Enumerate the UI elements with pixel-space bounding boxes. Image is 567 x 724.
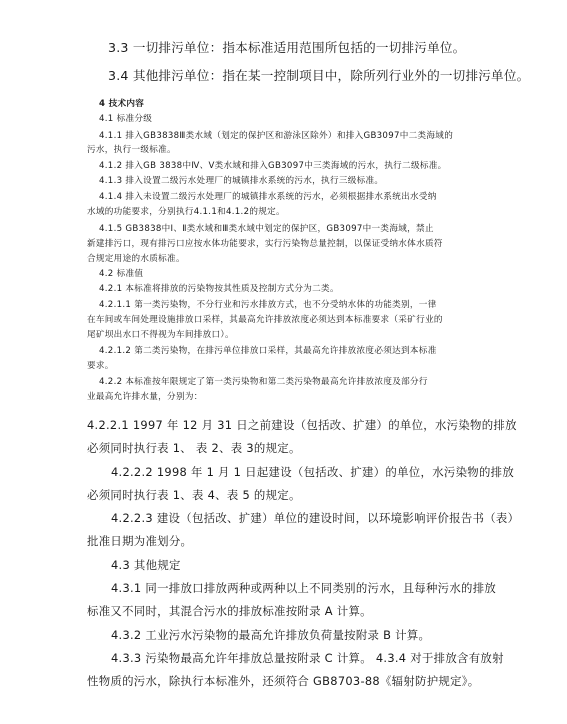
- clause-4-2-1-1-line2: 在车间或车间处理设施排放口采样，其最高允许排放浓度必须达到本标准要求（采矿行业的: [87, 315, 443, 325]
- clause-4-3-3-line2: 性物质的污水，除执行本标准外，还须符合 GB8703-88《辐射防护规定》。: [87, 674, 480, 688]
- clause-4-2: 4.2 标准值: [99, 269, 144, 279]
- clause-4-3-3-line1: 4.3.3 污染物最高允许年排放总量按附录 C 计算。 4.3.4 对于排放含有放射: [111, 651, 504, 665]
- clause-4-1-5-line1: 4.1.5 GB3838中Ⅰ、Ⅱ类水域和Ⅲ类水域中划定的保护区，GB3097中一类海域，禁止: [99, 224, 434, 234]
- clause-4-2-1-2-line2: 要求。: [87, 361, 114, 371]
- clause-3-4: 3.4 其他排污单位：指在某一控制项目中，除所列行业外的一切排污单位。: [108, 68, 530, 83]
- clause-4-1-4-line2: 水域的功能要求，分别执行4.1.1和4.1.2的规定。: [87, 207, 285, 217]
- clause-4-2-2-3-line1: 4.2.2.3 建设（包括改、扩建）单位的建设时间，以环境影响评价报告书（表）: [111, 511, 520, 525]
- clause-3-3: 3.3 一切排污单位：指本标准适用范围所包括的一切排污单位。: [108, 40, 466, 55]
- clause-4-2-1-1-line1: 4.2.1.1 第一类污染物，不分行业和污水排放方式，也不分受纳水体的功能类别，一律: [99, 300, 437, 310]
- clause-4-2-2-3-line2: 批准日期为准划分。: [87, 534, 193, 548]
- section-4-heading: 4 技术内容: [99, 99, 145, 109]
- clause-4-3-1-line2: 标准又不同时，其混合污水的排放标准按附录 A 计算。: [87, 604, 372, 618]
- clause-4-2-2-line2: 业最高允许排水量，分别为：: [87, 392, 203, 402]
- clause-4-1-5-line3: 合规定用途的水质标准。: [87, 254, 185, 264]
- clause-4-1-1-line1: 4.1.1 排入GB3838Ⅲ类水域（划定的保护区和游泳区除外）和排入GB3097中二类海域的: [99, 131, 454, 141]
- clause-4-3: 4.3 其他规定: [111, 558, 181, 572]
- clause-4-1-4-line1: 4.1.4 排入未设置二级污水处理厂的城镇排水系统的污水，必须根据排水系统出水受纳: [99, 192, 437, 202]
- clause-4-2-1-1-line3: 尾矿坝出水口不得视为车间排放口）。: [87, 330, 234, 340]
- clause-4-1-3: 4.1.3 排入设置二级污水处理厂的城镇排水系统的污水，执行三级标准。: [99, 176, 384, 186]
- clause-4-1-1-line2: 污水，执行一级标准。: [87, 145, 176, 155]
- clause-4-1-2: 4.1.2 排入GB 3838中Ⅳ、Ⅴ类水域和排入GB3097中三类海域的污水，执行二级标准。: [99, 161, 447, 171]
- clause-4-2-2-2-line2: 必须同时执行表 1、表 4、表 5 的规定。: [87, 488, 301, 502]
- clause-4-3-2: 4.3.2 工业污水污染物的最高允许排放负荷量按附录 B 计算。: [111, 628, 431, 642]
- clause-4-2-2-2-line1: 4.2.2.2 1998 年 1 月 1 日起建设（包括改、扩建）的单位，水污染物的排放: [111, 465, 515, 479]
- clause-4-2-1: 4.2.1 本标准将排放的污染物按其性质及控制方式分为二类。: [99, 284, 339, 294]
- clause-4-2-2-1-line1: 4.2.2.1 1997 年 12 月 31 日之前建设（包括改、扩建）的单位，水污染物的排放: [87, 418, 517, 432]
- clause-4-1: 4.1 标准分级: [99, 114, 153, 124]
- clause-4-2-2-line1: 4.2.2 本标准按年限规定了第一类污染物和第二类污染物最高允许排放浓度及部分行: [99, 377, 428, 387]
- clause-4-1-5-line2: 新建排污口，现有排污口应按水体功能要求，实行污染物总量控制，以保证受纳水体水质符: [87, 239, 443, 249]
- clause-4-3-1-line1: 4.3.1 同一排放口排放两种或两种以上不同类别的污水，且每种污水的排放: [111, 581, 497, 595]
- clause-4-2-1-2-line1: 4.2.1.2 第二类污染物，在排污单位排放口采样，其最高允许排放浓度必须达到本标准: [99, 346, 437, 356]
- clause-4-2-2-1-line2: 必须同时执行表 1、 表 2、表 3的规定。: [87, 441, 301, 455]
